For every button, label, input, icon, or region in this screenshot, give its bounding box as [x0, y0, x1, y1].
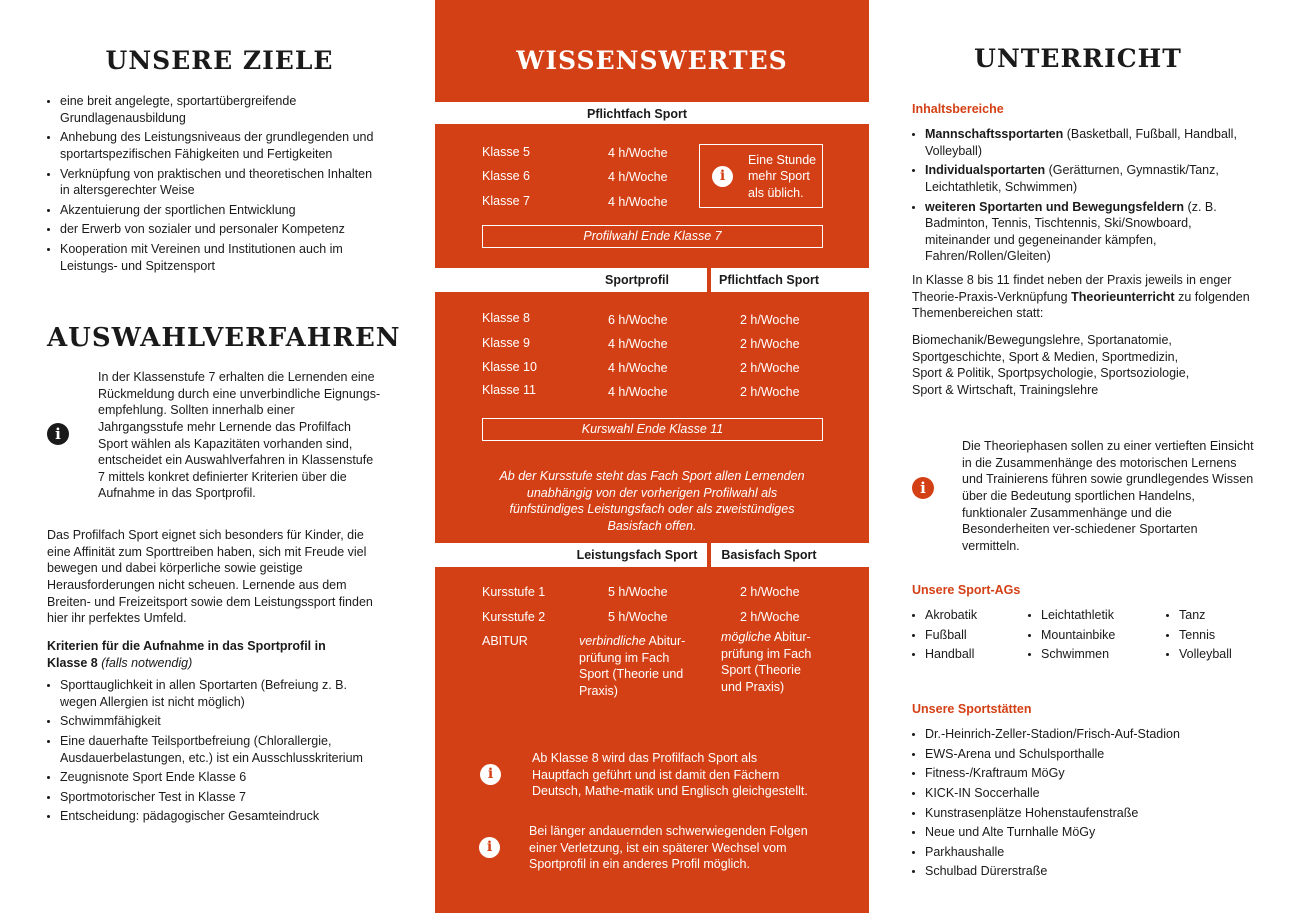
list-item: Fußball — [912, 627, 1022, 644]
list-item: weiteren Sportarten und Bewegungsfeldern (z. B. Badminton, Tennis, Tischtennis, Ski/Snowboard, miteinander und gegeneinander kämpfen, Fahren/Rollen/Gleiten) — [912, 199, 1242, 266]
themen-list: Biomechanik/Bewegungslehre, Sportanatomie, Sportgeschichte, Sport & Medien, Sportmedizin, Sport & Politik, Sportpsychologie, Sportsoziologie, Sport & Wirtschaft, Trainingslehre — [912, 333, 1190, 397]
bar-divider — [707, 268, 711, 292]
unterricht-title: UNTERRICHT — [974, 44, 1182, 73]
row-value: 4 h/Woche — [608, 170, 668, 184]
info-box — [699, 144, 823, 208]
bar-sportprofil — [435, 268, 869, 292]
list-item: Schulbad Dürerstraße — [912, 863, 1242, 880]
block-klasse-5-7 — [435, 124, 869, 268]
row-label: Klasse 10 — [482, 360, 537, 374]
ags-list-1 — [912, 607, 1022, 666]
row-value: 6 h/Woche — [608, 313, 668, 327]
row-value: 4 h/Woche — [608, 195, 668, 209]
auswahl-info-text: In der Klassenstufe 7 erhalten die Lernenden eine Rückmeldung durch eine unverbindliche Eignungs-empfehlung. Sollten innerhalb einer Jahrgangsstufe mehr Lernende das Profilfach Sport wählen als Kapazitäten vorhanden sind, entscheidet ein Auswahlverfahren in Klassenstufe 7 mittels konkret definierter Kriterien über die Aufnahme in das Sportprofil. — [98, 370, 381, 501]
row-label: Klasse 6 — [482, 169, 530, 183]
list-item: Leichtathletik — [1028, 607, 1158, 624]
row-label: Klasse 9 — [482, 336, 530, 350]
row-value: 2 h/Woche — [740, 337, 800, 351]
bar-divider — [707, 543, 711, 567]
list-item: Dr.-Heinrich-Zeller-Stadion/Frisch-Auf-Stadion — [912, 726, 1242, 743]
row-value: 4 h/Woche — [608, 385, 668, 399]
sport-ags-heading: Unsere Sport-AGs — [912, 583, 1021, 597]
info-icon: i — [480, 764, 501, 785]
wissenswertes-header — [435, 0, 869, 102]
abitur-basisfach: mögliche Abitur-prüfung im Fach Sport (Theorie und Praxis) — [721, 630, 812, 694]
row-label: Kursstufe 1 — [482, 585, 546, 599]
list-item: EWS-Arena und Schulsporthalle — [912, 746, 1242, 763]
auswahl-title: AUSWAHLVERFAHREN — [47, 323, 401, 353]
list-item: Mountainbike — [1028, 627, 1158, 644]
list-item: Tennis — [1166, 627, 1256, 644]
wechsel-info: Bei länger andauernden schwerwiegenden Folgen einer Verletzung, ist ein späterer Wechsel vom Sportprofil in ein anderes Profil möglich. — [529, 824, 808, 872]
list-item: Individualsportarten (Gerätturnen, Gymnastik/Tanz, Leichtathletik, Schwimmen) — [912, 162, 1242, 195]
middle-column — [435, 0, 869, 913]
row-value: 2 h/Woche — [740, 610, 800, 624]
theorie-paragraph: In Klasse 8 bis 11 findet neben der Praxis jeweils in enger Theorie-Praxis-Verknüpfung Theorieunterricht zu folgenden Themenbereichen statt: — [912, 273, 1250, 321]
row-value: 5 h/Woche — [608, 585, 668, 599]
list-item: Anhebung des Leistungsniveaus der grundlegenden und sportartspezifischen Fähigkeiten und Fertigkeiten — [47, 129, 382, 162]
bar-label: Basisfach Sport — [721, 548, 817, 562]
ags-list-3 — [1166, 607, 1256, 666]
row-value: 2 h/Woche — [740, 313, 800, 327]
info-icon: i — [712, 166, 733, 187]
kursstufe-note: Ab der Kursstufe steht das Fach Sport allen Lernenden unabhängig von der vorherigen Profilwahl als fünfstündiges Leistungsfach oder als zweistündiges Basisfach offen. — [499, 469, 805, 533]
list-item: Neue und Alte Turnhalle MöGy — [912, 824, 1242, 841]
row-label: ABITUR — [482, 634, 528, 648]
list-item: Verknüpfung von praktischen und theoretischen Inhalten in altersgerechter Weise — [47, 166, 382, 199]
sportstaetten-list — [912, 726, 1242, 883]
list-item: Akzentuierung der sportlichen Entwicklung — [47, 202, 382, 219]
row-label: Kursstufe 2 — [482, 610, 546, 624]
inhaltsbereiche-heading: Inhaltsbereiche — [912, 102, 1004, 116]
list-item: Entscheidung: pädagogischer Gesamteindruck — [47, 808, 387, 825]
profilwahl-box: Profilwahl Ende Klasse 7 — [482, 225, 823, 248]
row-value: 4 h/Woche — [608, 337, 668, 351]
ziele-title: UNSERE ZIELE — [105, 46, 334, 75]
row-value: 2 h/Woche — [740, 385, 800, 399]
list-item: Tanz — [1166, 607, 1256, 624]
row-label: Klasse 11 — [482, 383, 536, 397]
row-value: 2 h/Woche — [740, 585, 800, 599]
ags-list-2 — [1028, 607, 1158, 666]
list-item: Sportmotorischer Test in Klasse 7 — [47, 789, 387, 806]
wissenswertes-title: WISSENSWERTES — [516, 46, 788, 75]
row-value: 4 h/Woche — [608, 146, 668, 160]
list-item: Volleyball — [1166, 646, 1256, 663]
list-item: Sporttauglichkeit in allen Sportarten (Befreiung z. B. wegen Allergien ist nicht möglich) — [47, 677, 387, 710]
bar-label: Pflichtfach Sport — [586, 107, 687, 121]
bar-label: Sportprofil — [605, 273, 669, 287]
profilfach-paragraph: Das Profilfach Sport eignet sich besonders für Kinder, die eine Affinität zum Sporttreiben haben, sich mit Freude viel bewegen und dabei körperliche sowie geistige Herausforderungen nicht scheuen. Lernende aus dem Breiten- und Freizeitsport sowie dem Leistungssport finden hier ihr perfektes Umfeld. — [47, 528, 373, 626]
inhaltsbereiche-list — [912, 126, 1242, 268]
abitur-leistungsfach: verbindliche Abitur-prüfung im Fach Sport (Theorie und Praxis) — [579, 634, 686, 698]
list-item: Kunstrasenplätze Hohenstaufenstraße — [912, 805, 1242, 822]
info-box-text: Eine Stunde mehr Sport als üblich. — [748, 153, 817, 200]
list-item: Kooperation mit Vereinen und Institutionen auch im Leistungs- und Spitzensport — [47, 241, 382, 274]
info-icon: i — [47, 423, 69, 445]
info-icon: i — [479, 837, 500, 858]
row-value: 4 h/Woche — [608, 361, 668, 375]
list-item: Akrobatik — [912, 607, 1022, 624]
block-klasse-8-11 — [435, 292, 869, 543]
info-icon: i — [912, 477, 934, 499]
list-item: Mannschaftssportarten (Basketball, Fußball, Handball, Volleyball) — [912, 126, 1242, 159]
list-item: Eine dauerhafte Teilsportbefreiung (Chlorallergie, Ausdauerbelastungen, etc.) ist ein Ausschlusskriterium — [47, 733, 387, 766]
hauptfach-info: Ab Klasse 8 wird das Profilfach Sport als Hauptfach geführt und ist damit den Fächern Deutsch, Mathe-matik und Englisch gleichgestellt. — [532, 751, 808, 799]
theorie-info: Die Theoriephasen sollen zu einer vertieften Einsicht in die Zusammenhänge des motorischen Lernens und Trainierens führen sowie grundlegendes Wissen über die Bedeutung sportlichen Handelns, funktionaler Zusammenhänge und die Besonderheiten ver-schiedener Sportarten vermitteln. — [962, 439, 1254, 553]
block-kursstufe — [435, 567, 869, 913]
list-item: Schwimmen — [1028, 646, 1158, 663]
kriterien-title: Kriterien für die Aufnahme in das Sportprofil in Klasse 8 (falls notwendig) — [47, 639, 326, 670]
row-label: Klasse 7 — [482, 194, 530, 208]
kriterien-list — [47, 677, 387, 828]
list-item: Fitness-/Kraftraum MöGy — [912, 765, 1242, 782]
list-item: Parkhaushalle — [912, 844, 1242, 861]
bar-label: Leistungsfach Sport — [576, 548, 698, 562]
row-value: 2 h/Woche — [740, 361, 800, 375]
row-label: Klasse 8 — [482, 311, 530, 325]
list-item: der Erwerb von sozialer und personaler Kompetenz — [47, 221, 382, 238]
ziele-list — [47, 93, 382, 277]
kurswahl-box: Kurswahl Ende Klasse 11 — [482, 418, 823, 441]
bar-leistungsfach — [435, 543, 869, 567]
list-item: Handball — [912, 646, 1022, 663]
sportstaetten-heading: Unsere Sportstätten — [912, 702, 1032, 716]
row-value: 5 h/Woche — [608, 610, 668, 624]
bar-pflichtfach — [435, 102, 869, 124]
list-item: KICK-IN Soccerhalle — [912, 785, 1242, 802]
row-label: Klasse 5 — [482, 145, 530, 159]
list-item: Zeugnisnote Sport Ende Klasse 6 — [47, 769, 387, 786]
list-item: eine breit angelegte, sportartübergreifende Grundlagenausbildung — [47, 93, 382, 126]
bar-label: Pflichtfach Sport — [718, 273, 819, 287]
list-item: Schwimmfähigkeit — [47, 713, 387, 730]
